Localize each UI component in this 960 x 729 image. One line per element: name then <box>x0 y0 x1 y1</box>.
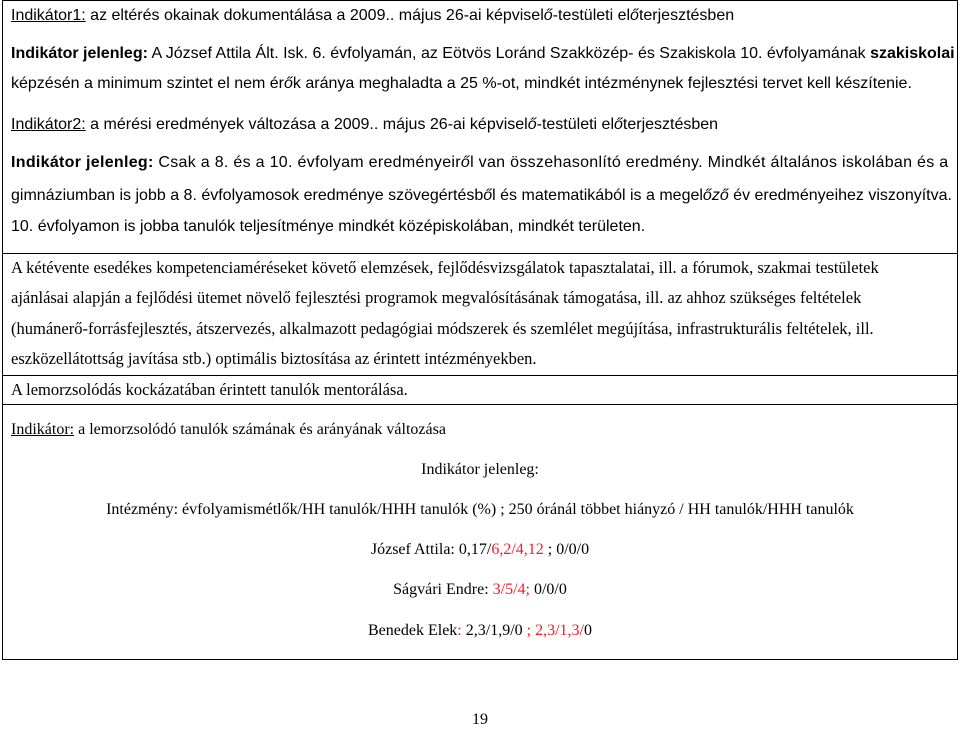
task-line-2: ajánlásai alapján a fejlődési ütemet növelő fejlesztési programok megvalósításának támogatása, ill. az ahhoz szükséges feltételek <box>11 288 862 307</box>
task-line-1: A kétévente esedékes kompetenciaméréseket követő elemzések, fejlődésvizsgálatok tapasztalatai, ill. a fórumok, szakmai testületek <box>11 258 879 277</box>
indicator2-current-line-3: 10. évfolyamon is jobba tanulók teljesítménye mindkét középiskolában, mindkét területen. <box>11 218 646 235</box>
indicator-section-box <box>2 0 958 254</box>
indicator1-current-line: Indikátor jelenleg: A József Attila Ált. Isk. 6. évfolyamán, az Eötvös Loránd Szakközép- és Szakiskola 10. évfolyamának szakiskolai <box>11 45 955 62</box>
mentoring-title: A lemorzsolódás kockázatában érintett tanulók mentorálása. <box>11 380 408 399</box>
mentoring-title-box <box>2 375 958 405</box>
task-line-4: eszközellátottság javítása stb.) optimális biztosítása az érintett intézményekben. <box>11 349 537 368</box>
indicator2-current-line: Indikátor jelenleg: Csak a 8. és a 10. évfolyam eredményeiről van összehasonlító eredmény. Mindkét általános iskolában és a <box>11 154 949 171</box>
current-indicator-heading: Indikátor jelenleg: <box>421 461 539 478</box>
institution-legend-line: Intézmény: évfolyamismétlők/HH tanulók/HHH tanulók (%) ; 250 óránál többet hiányzó / HH tanulók/HHH tanulók <box>106 501 854 518</box>
task-line-3: (humánerő-forrásfejlesztés, átszervezés, alkalmazott pedagógiai módszerek és szemlélet megújítása, infrastrukturális feltételek, ill. <box>11 319 874 338</box>
indicator1-line: Indikátor1: az eltérés okainak dokumentálása a 2009.. május 26-ai képviselő-testületi előterjesztésben <box>11 7 735 24</box>
jozsef-attila-row: József Attila: 0,17/6,2/4,12 ; 0/0/0 <box>370 541 590 558</box>
indicator2-line: Indikátor2: a mérési eredmények változása a 2009.. május 26-ai képviselő-testületi előterjesztésben <box>11 116 719 133</box>
indicator1-current-line-2: képzésén a minimum szintet el nem érők aránya meghaladta a 25 %-ot, mindkét intézménynek fejlesztési tervet kell készítenie. <box>11 75 912 92</box>
dropout-indicator-line: Indikátor: a lemorzsolódó tanulók számának és arányának változása <box>11 421 446 438</box>
benedek-elek-row: Benedek Elek: 2,3/1,9/0 ; 2,3/1,3/0 <box>368 622 592 639</box>
task-description-box <box>2 253 958 376</box>
indicator2-current-line-2: gimnáziumban is jobb a 8. évfolyamosok eredménye szövegértésből és matematikából is a megelőző év eredményeihez viszonyítva. <box>11 187 952 204</box>
sagvari-endre-row: Ságvári Endre: 3/5/4; 0/0/0 <box>393 581 567 598</box>
dropout-indicator-box <box>2 404 958 660</box>
page-number: 19 <box>472 711 488 728</box>
